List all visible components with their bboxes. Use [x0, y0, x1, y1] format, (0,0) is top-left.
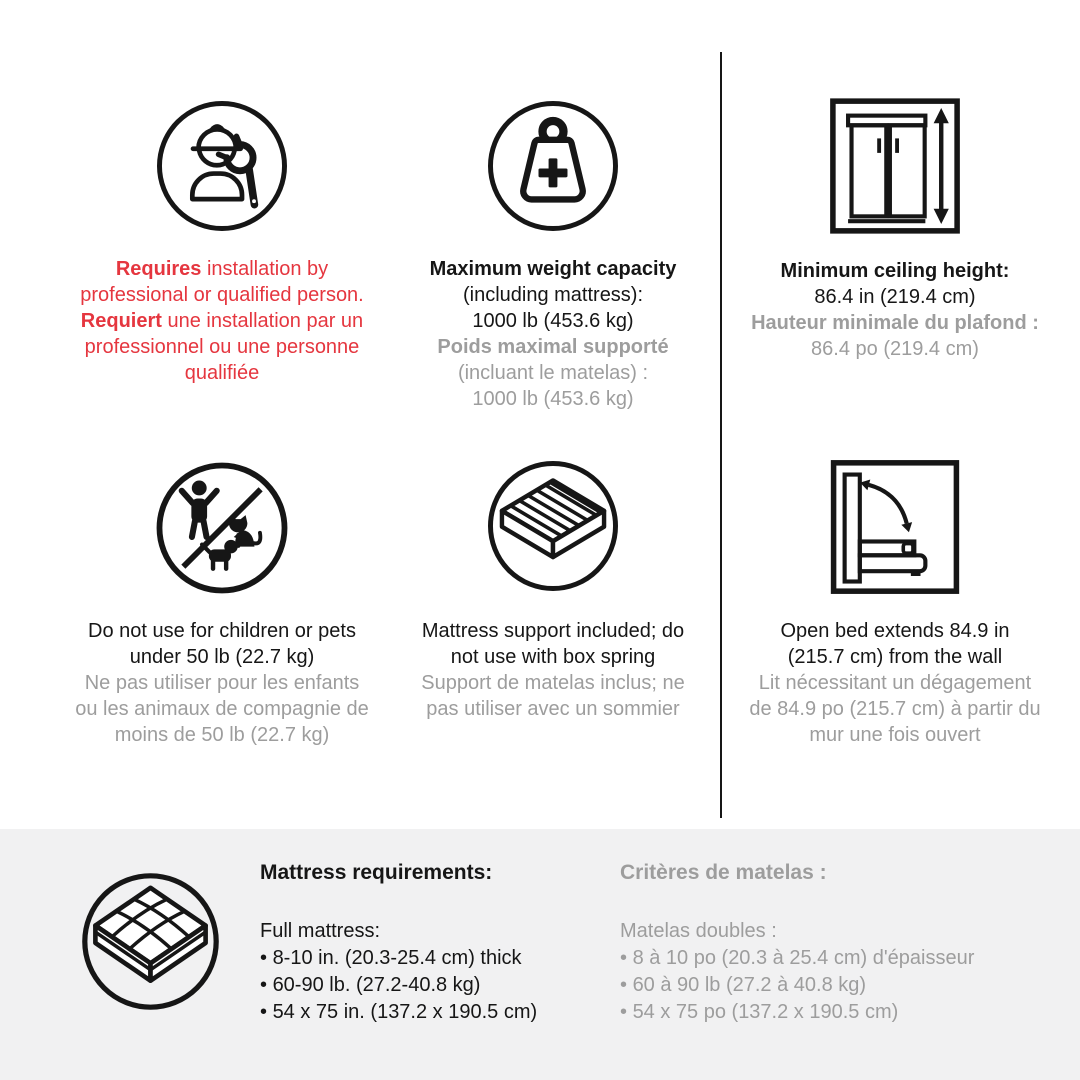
text-line: Poids maximal supporté: [437, 336, 669, 358]
installation-text: [80, 256, 364, 386]
mattress-bullet-en: • 60-90 lb. (27.2-40.8 kg): [260, 972, 537, 999]
text-line: not use with box spring: [450, 646, 656, 668]
weight-capacity-icon: [484, 97, 622, 235]
section-weight-capacity: [383, 97, 723, 412]
mattress-requirements-band: [0, 829, 1080, 1080]
mattress-bullet-fr: • 8 à 10 po (20.3 à 25.4 cm) d'épaisseur: [620, 945, 974, 972]
weight-text: [430, 256, 677, 412]
mattress-icon-wrap: [78, 869, 223, 1014]
text-line: Lit nécessitant un dégagement: [758, 672, 1032, 694]
text-line: 1000 lb (453.6 kg): [472, 310, 634, 332]
section-mattress-support: [383, 457, 723, 722]
text-line: Mattress support included; do: [421, 620, 685, 642]
text-line: Open bed extends 84.9 in: [780, 620, 1010, 642]
text-line: 1000 lb (453.6 kg): [472, 388, 634, 410]
mattress-size-label-en: Full mattress:: [260, 920, 381, 942]
text-line: Requiert une installation par un: [80, 310, 364, 332]
section-ceiling-height: [725, 97, 1065, 362]
section-open-bed: [725, 458, 1065, 748]
mattress-bullet-fr: • 60 à 90 lb (27.2 à 40.8 kg): [620, 972, 974, 999]
text-line: (215.7 cm) from the wall: [787, 646, 1003, 668]
text-line: 86.4 in (219.4 cm): [814, 286, 976, 308]
open-bed-clearance-icon: [826, 458, 964, 596]
section-installation: [42, 97, 402, 386]
children-text: [75, 618, 369, 748]
mattress-requirements-en: [260, 860, 537, 1026]
text-line: (including mattress):: [462, 284, 644, 306]
text-line: Hauteur minimale du plafond :: [751, 312, 1039, 334]
text-line: Do not use for children or pets: [88, 620, 356, 642]
tufted-mattress-icon: [78, 869, 223, 1014]
slatted-mattress-support-icon: [484, 457, 622, 595]
mattress-requirements-fr: [620, 860, 974, 1026]
weight-icon-wrap: [484, 97, 622, 235]
text-line: ou les animaux de compagnie de: [75, 698, 369, 720]
ceiling-icon-wrap: [826, 97, 964, 235]
text-line: professional or qualified person.: [80, 284, 364, 306]
text-line: Ne pas utiliser pour les enfants: [84, 672, 360, 694]
no-children-pets-icon-wrap: [153, 459, 291, 597]
mattress-bullet-en: • 8-10 in. (20.3-25.4 cm) thick: [260, 945, 537, 972]
text-line: moins de 50 lb (22.7 kg): [114, 724, 330, 746]
mattress-support-icon-wrap: [484, 457, 622, 595]
text-line: pas utiliser avec un sommier: [426, 698, 680, 720]
text-line: qualifiée: [184, 362, 260, 384]
text-line: under 50 lb (22.7 kg): [129, 646, 315, 668]
text-line: Requires installation by: [115, 258, 329, 280]
text-line: Maximum weight capacity: [429, 258, 677, 280]
mattress-requirements-title-en: Mattress requirements:: [260, 861, 493, 884]
text-line: de 84.9 po (215.7 cm) à partir du: [749, 698, 1041, 720]
text-line: 86.4 po (219.4 cm): [811, 338, 979, 360]
installer-hardhat-wrench-icon: [153, 97, 291, 235]
mattress-requirements-title-fr: Critères de matelas :: [620, 861, 827, 884]
text-line: professionnel ou une personne: [84, 336, 360, 358]
openbed-text: [749, 618, 1040, 748]
section-no-children-pets: [42, 459, 402, 748]
mattress-bullet-en: • 54 x 75 in. (137.2 x 190.5 cm): [260, 999, 537, 1026]
ceiling-text: [751, 258, 1039, 362]
mattress-bullet-fr: • 54 x 75 po (137.2 x 190.5 cm): [620, 999, 974, 1026]
open-bed-icon-wrap: [826, 458, 964, 596]
cabinet-height-arrow-icon: [826, 97, 964, 235]
text-line: Minimum ceiling height:: [780, 260, 1010, 282]
text-line: Support de matelas inclus; ne: [421, 672, 685, 694]
text-line: mur une fois ouvert: [809, 724, 981, 746]
mattress-size-label-fr: Matelas doubles :: [620, 920, 777, 942]
support-text: [421, 618, 685, 722]
text-line: (incluant le matelas) :: [457, 362, 649, 384]
installer-icon-wrap: [153, 97, 291, 235]
no-children-or-pets-icon: [153, 459, 291, 597]
